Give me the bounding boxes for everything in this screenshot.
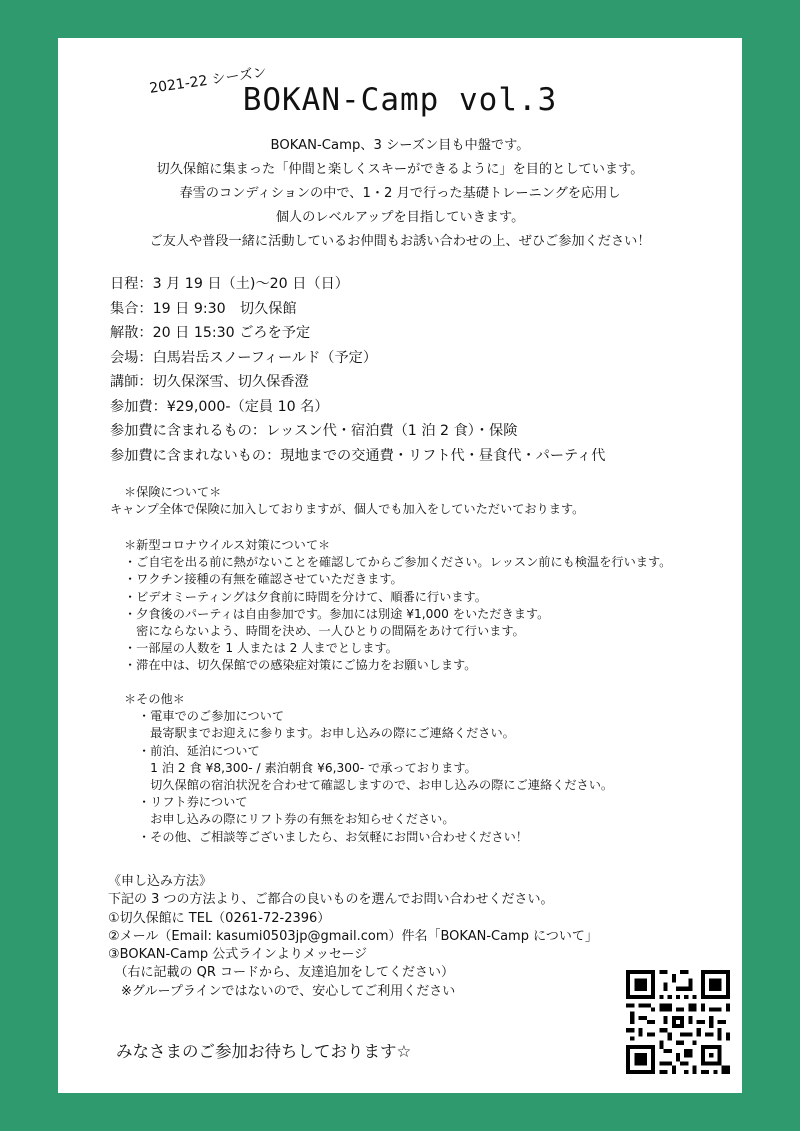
closing-message: みなさまのご参加お待ちしております☆ <box>116 1042 412 1061</box>
qr-code-icon[interactable] <box>626 970 730 1074</box>
list-item: ・電車でのご参加について <box>138 709 285 724</box>
intro-line: 個人のレベルアップを目指していきます。 <box>275 210 525 225</box>
list-item: 最寄駅までお迎えに参ります。お申し込みの際にご連絡ください。 <box>138 726 515 741</box>
detail-fee: 参加費：¥29,000-（定員 10 名） <box>110 398 329 415</box>
intro-line: 切久保館に集まった「仲間と楽しくスキーができるように」を目的としています。 <box>156 162 644 177</box>
application-section <box>108 873 598 1001</box>
season-label: 2021-22 シーズン <box>148 64 268 97</box>
page-title: BOKAN-Camp vol.3 <box>242 82 558 118</box>
intro-line: 春雪のコンディションの中で、1・2 月で行った基礎トレーニングを応用し <box>179 186 621 201</box>
list-item: ・その他、ご相談等ございましたら、お気軽にお問い合わせください！ <box>138 829 528 844</box>
list-item: ・一部屋の人数を 1 人または 2 人までとします。 <box>124 641 398 656</box>
list-item: ・滞在中は、切久保館での感染症対策にご協力をお願いします。 <box>124 658 477 673</box>
list-item: 1 泊 2 食 ¥8,300- / 素泊朝食 ¥6,300- で承っております。 <box>138 760 477 775</box>
intro-line: BOKAN-Camp、3 シーズン目も中盤です。 <box>270 138 530 153</box>
list-item: ・リフト券について <box>138 795 248 810</box>
list-item: ・ビデオミーティングは夕食前に時間を分けて、順番に行います。 <box>124 589 487 604</box>
list-item: 下記の 3 つの方法より、ご都合の良いものを選んでお問い合わせください。 <box>108 892 554 908</box>
apply-tel: ①切久保館に TEL（0261-72-2396） <box>108 910 331 926</box>
insurance-section <box>110 484 584 518</box>
flyer-page <box>58 38 742 1093</box>
list-item: ※グループラインではないので、安心してご利用ください <box>108 983 456 999</box>
insurance-text: キャンプ全体で保険に加入しておりますが、個人でも加入をしていただいております。 <box>110 502 585 517</box>
list-item: （右に記載の QR コードから、友達追加をしてください） <box>108 965 455 981</box>
insurance-heading: ＊保険について＊ <box>124 485 222 499</box>
list-item: 密にならないよう、時間を決め、一人ひとりの間隔をあけて行います。 <box>124 624 525 639</box>
detail-venue: 会場：白馬岩岳スノーフィールド（予定） <box>110 349 378 366</box>
list-item: ・前泊、延泊について <box>138 743 260 758</box>
list-item: ・夕食後のパーティは自由参加です。参加には別途 ¥1,000 をいただきます。 <box>124 606 550 621</box>
detail-dismissal: 解散：20 日 15:30 ごろを予定 <box>110 325 311 341</box>
corona-heading: ＊新型コロナウイルス対策について＊ <box>124 538 331 552</box>
other-heading: ＊その他＊ <box>124 692 185 706</box>
list-item: ・ご自宅を出る前に熱がないことを確認してからご参加ください。レッスン前にも検温を行います。 <box>124 555 672 570</box>
list-item: 切久保館の宿泊状況を合わせて確認しますので、お申し込みの際にご連絡ください。 <box>138 778 614 793</box>
detail-instructors: 講師：切久保深雪、切久保香澄 <box>110 374 309 390</box>
detail-meeting: 集合：19 日 9:30 切久保館 <box>110 300 297 317</box>
apply-email: ②メール（Email: kasumi0503jp@gmail.com）件名「BOKAN-Camp について」 <box>108 928 598 944</box>
event-details <box>110 272 605 468</box>
other-section <box>110 691 613 846</box>
apply-heading: 《申し込み方法》 <box>108 874 213 889</box>
intro-line: ご友人や普段一緒に活動しているお仲間もお誘い合わせの上、ぜひご参加ください！ <box>149 234 651 249</box>
detail-schedule: 日程：3 月 19 日（土)〜20 日（日） <box>110 276 349 292</box>
corona-section <box>110 537 671 675</box>
list-item: お申し込みの際にリフト券の有無をお知らせください。 <box>138 812 455 827</box>
list-item: ・ワクチン接種の有無を確認させていただきます。 <box>124 572 403 587</box>
detail-not-included: 参加費に含まれないもの：現地までの交通費・リフト代・昼食代・パーティ代 <box>110 447 606 464</box>
apply-line: ③BOKAN-Camp 公式ラインよりメッセージ <box>108 947 368 963</box>
intro-text <box>58 134 742 254</box>
detail-included: 参加費に含まれるもの：レッスン代・宿泊費（1 泊 2 食）・保険 <box>110 423 518 439</box>
